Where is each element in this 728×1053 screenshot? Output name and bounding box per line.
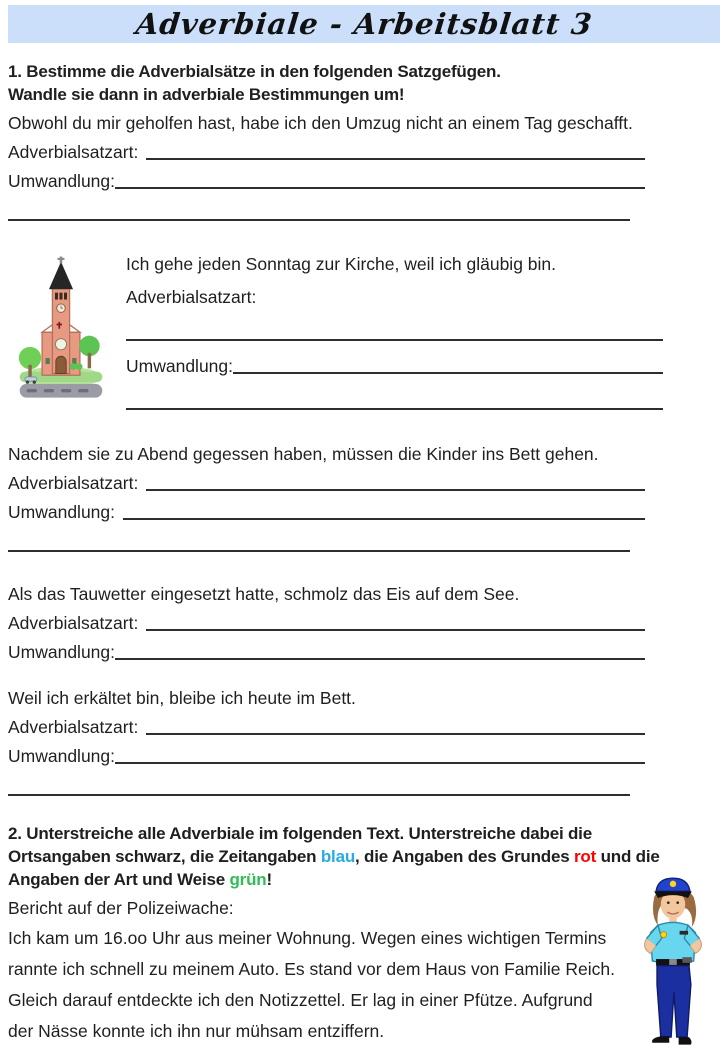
answer-blank [126,339,663,341]
red-word: rot [574,847,597,866]
section2-heading-seg1: 2. Unterstreiche alle Adverbiale im folgenden Text. Unterstreiche dabei die Ortsangaben schwarz, die Zeitangaben [8,824,592,866]
answer-blank [146,629,645,631]
answer-line-row [126,378,663,414]
umwandlung-row [8,495,645,524]
exercise-item-5 [8,686,720,796]
section2-heading [8,822,668,891]
section2-heading-seg3: , die Angaben des Grundes [355,847,575,866]
adverbialsatzart-row [8,710,645,739]
exercise-item-1 [8,111,720,221]
answer-blank [146,158,645,160]
report-subheading: Bericht auf der Polizeiwache: [8,898,234,918]
answer-line [8,193,630,221]
exercise-item-2 [8,247,720,414]
section1-heading-line2: Wandle sie dann in adverbiale Bestimmungen um! [8,85,405,104]
adverbialsatzart-row [126,276,663,309]
umwandlung-label: Umwandlung: [8,746,115,766]
worksheet-title-banner [8,5,720,43]
adverbialsatzart-label: Adverbialsatzart: [8,717,139,737]
adverbialsatzart-label: Adverbialsatzart: [8,142,139,162]
umwandlung-row [8,635,645,664]
umwandlung-label: Umwandlung: [8,171,115,191]
answer-blank [233,372,663,374]
worksheet-content [8,60,720,1047]
answer-line [8,524,630,552]
answer-blank [115,762,645,764]
umwandlung-label: Umwandlung: [8,642,115,662]
umwandlung-row [8,164,645,193]
answer-line [8,768,630,796]
answer-blank [126,408,663,410]
exercise-item-4 [8,582,720,664]
answer-blank [123,518,645,520]
adverbialsatzart-label: Adverbialsatzart: [126,287,257,307]
police-report [8,895,720,1047]
umwandlung-row [126,345,663,378]
umwandlung-label: Umwandlung: [8,502,115,522]
policewoman-illustration-icon [626,867,720,1053]
exercise-sentence: Ich gehe jeden Sonntag zur Kirche, weil ich gläubig bin. [126,254,556,274]
section2-heading-seg7: ! [266,870,272,889]
adverbialsatzart-row [8,466,645,495]
exercise-sentence: Obwohl du mir geholfen hast, habe ich den Umzug nicht an einem Tag geschafft. [8,113,633,133]
exercise-item-2-text [126,247,663,414]
answer-line-row [126,309,663,345]
adverbialsatzart-label: Adverbialsatzart: [8,473,139,493]
blue-word: blau [320,847,356,866]
exercise-sentence: Weil ich erkältet bin, bleibe ich heute im Bett. [8,688,356,708]
answer-blank [115,658,645,660]
answer-blank [146,733,645,735]
adverbialsatzart-label: Adverbialsatzart: [8,613,139,633]
umwandlung-label: Umwandlung: [126,356,233,376]
section1-heading [8,60,720,106]
answer-blank [115,187,645,189]
umwandlung-row [8,739,645,768]
section1-heading-line1: 1. Bestimme die Adverbialsätze in den folgenden Satzgefügen. [8,62,501,81]
adverbialsatzart-row [8,135,645,164]
report-paragraph: Ich kam um 16.oo Uhr aus meiner Wohnung. Wegen eines wichtigen Termins rannte ich schnell zu meinem Auto. Es stand vor dem Haus von Familie Reich. Gleich darauf entdeckte ich den Notizzettel. Er lag in einer Pfütze. Aufgrund der Nässe konnte ich ihn nur mühsam entziffern. [8,928,615,1041]
exercise-sentence: Als das Tauwetter eingesetzt hatte, schmolz das Eis auf dem See. [8,584,520,604]
exercise-item-3 [8,442,720,552]
church-illustration-icon [18,247,104,414]
green-word: grün [229,870,267,889]
answer-blank [146,489,645,491]
exercise-sentence: Nachdem sie zu Abend gegessen haben, müssen die Kinder ins Bett gehen. [8,444,599,464]
adverbialsatzart-row [8,606,645,635]
page-title: Adverbiale - Arbeitsblatt 3 [133,7,595,41]
section2-heading-seg5: und die Angaben der Art und Weise [8,847,660,889]
